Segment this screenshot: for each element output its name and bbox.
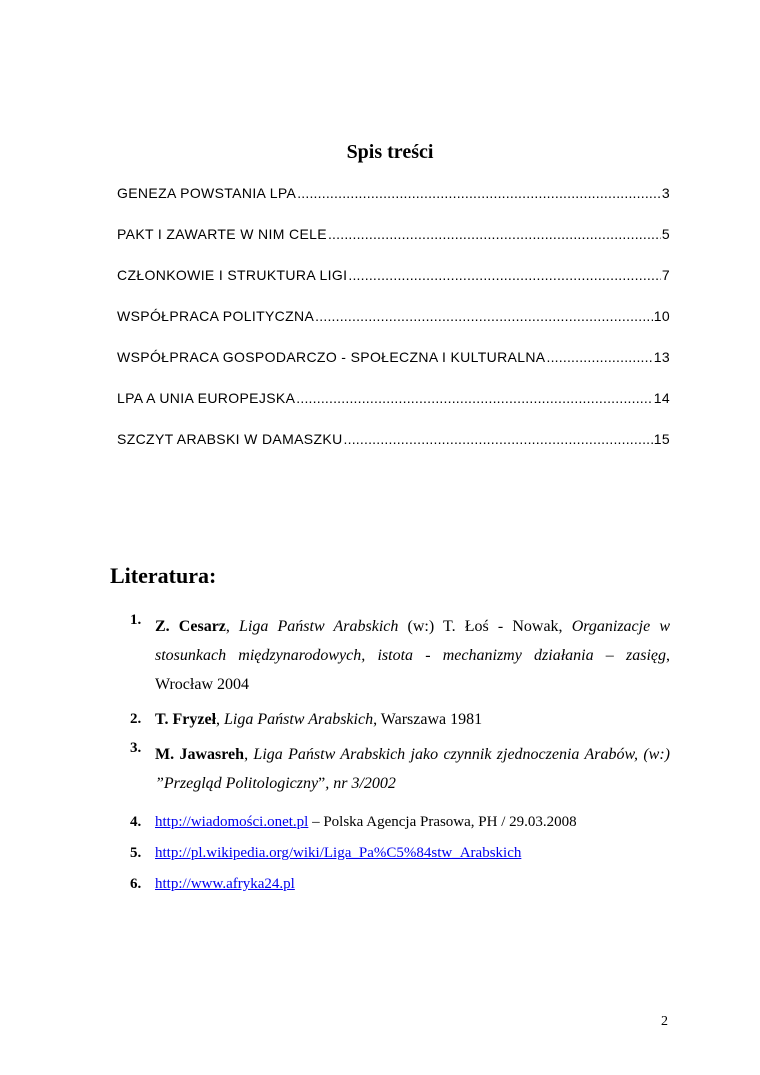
bibliography-list <box>130 612 670 905</box>
toc-entry-page: 3 <box>661 185 670 201</box>
toc-entry-page: 7 <box>661 267 670 283</box>
bibliography-item <box>130 740 670 798</box>
toc-entry-page: 10 <box>653 308 670 324</box>
item-title: Liga Państw Arabskich <box>239 618 399 635</box>
toc-entry-label: SZCZYT ARABSKI W DAMASZKU <box>117 431 343 447</box>
bibliography-item <box>130 812 670 843</box>
item-separator: , <box>216 711 225 728</box>
item-number: 1. <box>130 612 142 628</box>
toc-entry[interactable] <box>117 226 670 267</box>
bibliography-item <box>130 705 670 734</box>
toc-entry-label: WSPÓŁPRACA POLITYCZNA <box>117 308 315 324</box>
toc-entry[interactable] <box>117 390 670 431</box>
item-tail: , Wrocław 2004 <box>155 647 670 693</box>
item-tail: , Warszawa 1981 <box>373 711 483 728</box>
toc-entry-label: CZŁONKOWIE I STRUKTURA LIGI <box>117 267 348 283</box>
toc-entry-page: 5 <box>661 226 670 242</box>
bibliography-item <box>130 612 670 699</box>
toc-entry[interactable] <box>117 349 670 390</box>
item-link[interactable]: http://wiadomości.onet.pl <box>155 814 309 830</box>
item-author: Z. Cesarz <box>155 618 226 635</box>
bibliography-item <box>130 843 670 874</box>
toc-entry-label: GENEZA POWSTANIA LPA <box>117 185 297 201</box>
toc-title: Spis treści <box>346 141 434 163</box>
table-of-contents <box>117 185 670 472</box>
item-author: T. Fryzeł <box>155 711 217 728</box>
item-mid: ” <box>318 775 326 792</box>
toc-entry-page: 13 <box>653 349 670 365</box>
toc-entry-label: LPA A UNIA EUROPEJSKA <box>117 390 296 406</box>
item-number: 5. <box>130 845 142 861</box>
item-author: M. Jawasreh <box>155 746 245 763</box>
item-link[interactable]: http://www.afryka24.pl <box>155 876 295 892</box>
toc-leader-dots <box>348 267 660 283</box>
item-tail: , nr 3/2002 <box>325 775 396 792</box>
item-text <box>155 874 670 905</box>
item-number: 4. <box>130 814 142 830</box>
item-number: 6. <box>130 876 142 892</box>
toc-leader-dots <box>296 390 652 406</box>
page-number: 2 <box>661 1014 668 1029</box>
item-title: Liga Państw Arabskich jako czynnik zjednoczenia Arabów, (w:) ”Przegląd Politologiczny <box>155 746 670 792</box>
toc-leader-dots <box>344 431 653 447</box>
item-text <box>155 612 670 699</box>
item-title: Liga Państw Arabskich <box>224 711 374 728</box>
toc-leader-dots <box>315 308 653 324</box>
item-text <box>155 812 670 843</box>
item-tail: – Polska Agencja Prasowa, PH / 29.03.2008 <box>308 814 577 830</box>
toc-leader-dots <box>328 226 661 242</box>
toc-entry[interactable] <box>117 267 670 308</box>
toc-entry-label: WSPÓŁPRACA GOSPODARCZO - SPOŁECZNA I KULTURALNA <box>117 349 546 365</box>
item-separator: , <box>225 618 240 635</box>
toc-leader-dots <box>547 349 653 365</box>
toc-entry-label: PAKT I ZAWARTE W NIM CELE <box>117 226 327 242</box>
toc-entry-page: 14 <box>653 390 670 406</box>
item-number: 3. <box>130 740 142 756</box>
toc-entry[interactable] <box>117 185 670 226</box>
item-number: 2. <box>130 711 142 727</box>
literature-title: Literatura: <box>110 563 217 588</box>
item-mid: (w:) T. Łoś - Nowak, <box>398 618 572 635</box>
toc-entry[interactable] <box>117 431 670 472</box>
toc-entry[interactable] <box>117 308 670 349</box>
item-text <box>155 705 670 734</box>
item-separator: , <box>244 746 254 763</box>
item-link[interactable]: http://pl.wikipedia.org/wiki/Liga_Pa%C5%84stw_Arabskich <box>155 845 522 861</box>
toc-leader-dots <box>297 185 661 201</box>
bibliography-item <box>130 874 670 905</box>
item-text <box>155 843 670 874</box>
item-text <box>155 740 670 798</box>
item-work: Organizacje w stosunkach międzynarodowych, istota - mechanizmy działania – zasięg <box>155 618 671 664</box>
toc-entry-page: 15 <box>653 431 670 447</box>
